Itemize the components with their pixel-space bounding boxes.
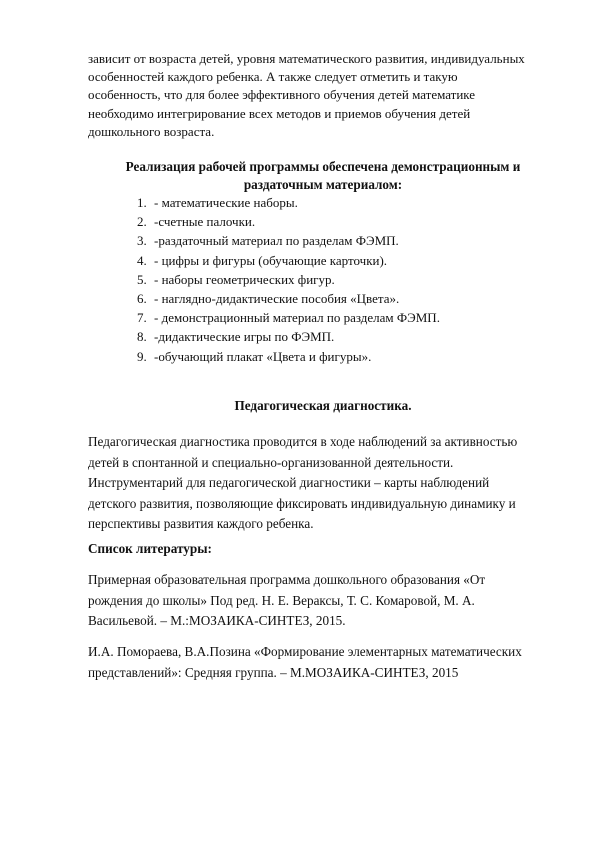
diagnostics-line: перспективы развития каждого ребенка. <box>88 516 314 532</box>
list-item-number: 8. <box>137 329 147 345</box>
list-item <box>0 347 595 366</box>
diagnostics-line: Инструментарий для педагогической диагностики – карты наблюдений <box>88 475 490 491</box>
list-item-number: 2. <box>137 214 147 230</box>
list-item <box>0 270 595 289</box>
literature-title: Список литературы: <box>88 541 212 556</box>
list-item <box>0 231 595 250</box>
reference-line: Примерная образовательная программа дошкольного образования «От <box>88 572 486 587</box>
list-item-text: -счетные палочки. <box>154 214 256 230</box>
list-item-number: 6. <box>137 290 147 306</box>
materials-heading-line: Реализация рабочей программы обеспечена демонстрационным и <box>125 159 521 174</box>
list-item <box>0 327 595 346</box>
materials-heading-line: раздаточным материалом: <box>243 177 403 192</box>
list-item <box>0 251 595 270</box>
list-item-text: - наглядно-дидактические пособия «Цвета». <box>154 290 400 306</box>
intro-line: особенностей каждого ребенка. А также следует отметить и такую <box>88 69 458 85</box>
reference-line: Васильевой. – М.:МОЗАИКА-СИНТЕЗ, 2015. <box>88 613 346 629</box>
list-item <box>0 308 595 327</box>
diagnostics-heading: Педагогическая диагностика. <box>234 398 412 413</box>
list-item-text: - демонстрационный материал по разделам ФЭМП. <box>154 310 440 326</box>
list-item-number: 9. <box>137 348 147 364</box>
list-item <box>0 193 595 212</box>
list-item-number: 3. <box>137 233 147 249</box>
intro-paragraph <box>88 50 558 141</box>
diagnostics-line: Педагогическая диагностика проводится в ходе наблюдений за активностью <box>88 434 518 449</box>
reference-line: представлений»: Средняя группа. – М.МОЗАИКА-СИНТЕЗ, 2015 <box>88 664 459 680</box>
list-item-text: -дидактические игры по ФЭМП. <box>154 329 335 345</box>
diagnostics-line: детей в спонтанной и специально-организованной деятельности. <box>88 454 454 470</box>
materials-heading <box>88 158 558 194</box>
materials-list <box>0 193 595 366</box>
list-item-text: -обучающий плакат «Цвета и фигуры». <box>154 348 372 364</box>
diagnostics-paragraph <box>88 432 558 535</box>
reference-line: И.А. Помораева, В.А.Позина «Формирование элементарных математических <box>88 644 522 659</box>
intro-line: дошкольного возраста. <box>88 123 215 139</box>
diagnostics-line: детского развития, позволяющие фиксировать индивидуальную динамику и <box>88 495 516 511</box>
list-item <box>0 289 595 308</box>
list-item <box>0 212 595 231</box>
list-item-text: - математические наборы. <box>154 195 298 210</box>
list-item-number: 7. <box>137 310 147 326</box>
reference-2 <box>88 642 558 683</box>
list-item-text: - цифры и фигуры (обучающие карточки). <box>154 252 388 268</box>
intro-line: особенность, что для более эффективного обучения детей математике <box>88 87 476 103</box>
list-item-text: - наборы геометрических фигур. <box>154 271 335 287</box>
list-item-number: 1. <box>137 195 147 210</box>
reference-line: рождения до школы» Под ред. Н. Е. Вераксы, Т. С. Комаровой, М. А. <box>88 592 475 608</box>
list-item-number: 5. <box>137 271 147 287</box>
list-item-text: -раздаточный материал по разделам ФЭМП. <box>154 233 399 249</box>
intro-line: зависит от возраста детей, уровня математического развития, индивидуальных <box>88 51 525 66</box>
list-item-number: 4. <box>137 252 147 268</box>
intro-line: необходимо интегрирование всех методов и приемов обучения детей <box>88 105 471 121</box>
reference-1 <box>88 570 558 632</box>
